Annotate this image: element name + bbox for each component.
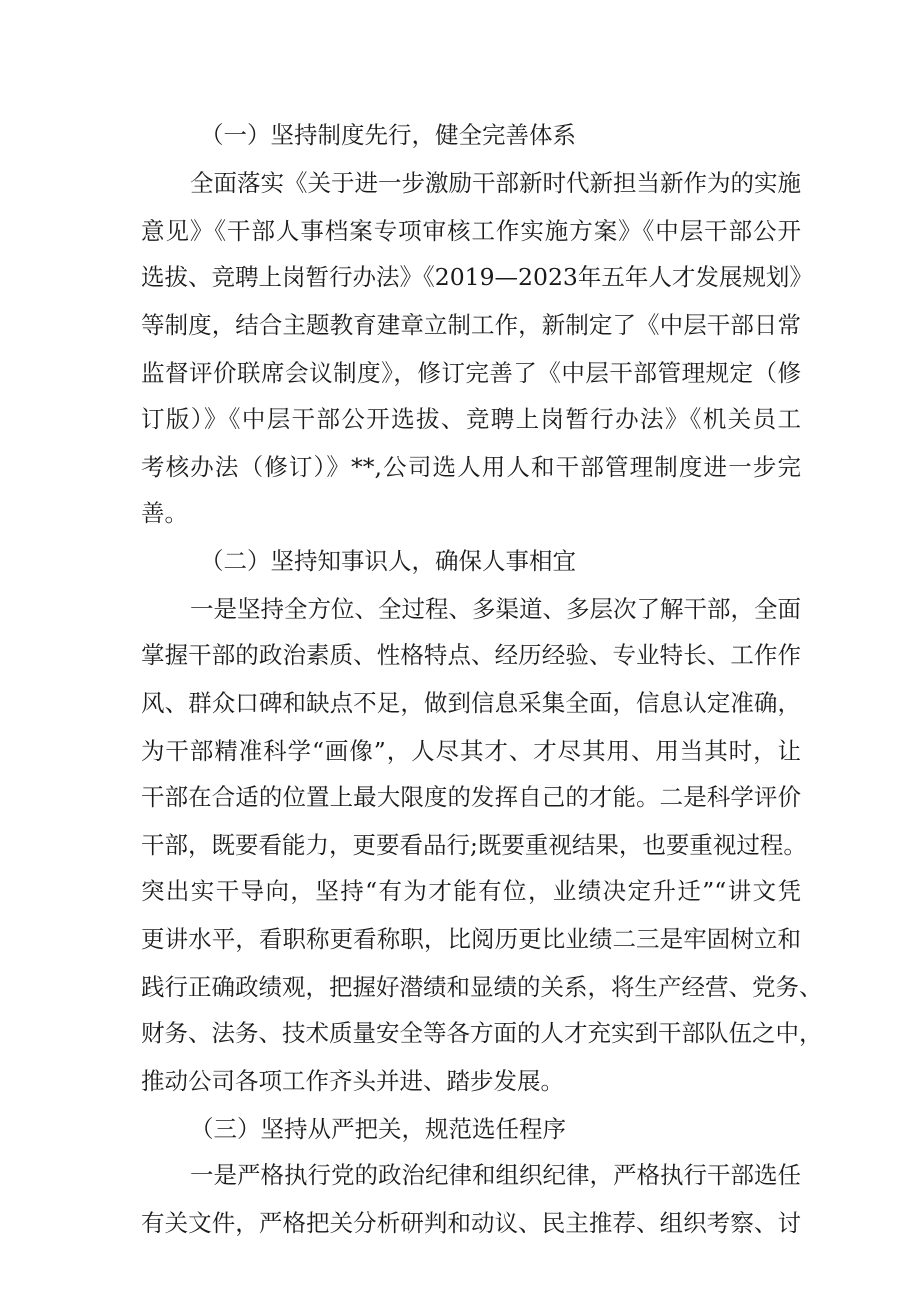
paragraph-line: 更讲水平，看职称更看称职，比阅历更比业绩二三是牢固树立和 (141, 925, 801, 953)
paragraph-line: 掌握干部的政治素质、性格特点、经历经验、专业特长、工作作 (141, 641, 801, 669)
paragraph-line: 干部在合适的位置上最大限度的发挥自己的才能。二是科学评价 (141, 783, 801, 811)
paragraph-line: 财务、法务、技术质量安全等各方面的人才充实到干部队伍之中， (141, 1019, 823, 1047)
paragraph-line: 为干部精准科学“画像”，人尽其才、才尽其用、用当其时，让 (141, 737, 801, 765)
paragraph-line: 干部，既要看能力，更要看品行;既要重视结果，也要重视过程。 (141, 831, 807, 859)
section-heading-2: （二）坚持知事识人，确保人事相宜 (200, 547, 576, 575)
paragraph-line: 选拔、竞聘上岗暂行办法》《2019—2023年五年人才发展规划》 (141, 263, 813, 291)
paragraph-line: 践行正确政绩观，把握好潜绩和显绩的关系，将生产经营、党务、 (141, 973, 823, 1001)
paragraph-line: 风、群众口碑和缺点不足，做到信息采集全面，信息认定准确， (141, 689, 801, 717)
paragraph-line: 等制度，结合主题教育建章立制工作，新制定了《中层干部日常 (141, 311, 801, 339)
paragraph-line: 推动公司各项工作齐头并进、踏步发展。 (141, 1067, 564, 1095)
paragraph-line: 一是严格执行党的政治纪律和组织纪律，严格执行干部选任 (190, 1161, 801, 1189)
paragraph-line: 突出实干导向，坚持“有为才能有位，业绩决定升迁”“讲文凭 (141, 877, 801, 905)
section-heading-1: （一）坚持制度先行，健全完善体系 (200, 121, 576, 149)
paragraph-line: 考核办法（修订）》**,公司选人用人和干部管理制度进一步完 (141, 453, 801, 481)
paragraph-line: 订版）》《中层干部公开选拔、竞聘上岗暂行办法》《机关员工 (141, 405, 801, 433)
paragraph-line: 意见》《干部人事档案专项审核工作实施方案》《中层干部公开 (141, 217, 801, 245)
paragraph-line: 全面落实《关于进一步激励干部新时代新担当新作为的实施 (190, 169, 801, 197)
paragraph-line: 有关文件，严格把关分析研判和动议、民主推荐、组织考察、讨 (141, 1209, 801, 1237)
paragraph-line: 一是坚持全方位、全过程、多渠道、多层次了解干部，全面 (190, 595, 801, 623)
paragraph-line: 监督评价联席会议制度》，修订完善了《中层干部管理规定（修 (141, 359, 801, 387)
paragraph-line: 善。 (141, 499, 188, 527)
section-heading-3: （三）坚持从严把关，规范选任程序 (190, 1115, 566, 1143)
